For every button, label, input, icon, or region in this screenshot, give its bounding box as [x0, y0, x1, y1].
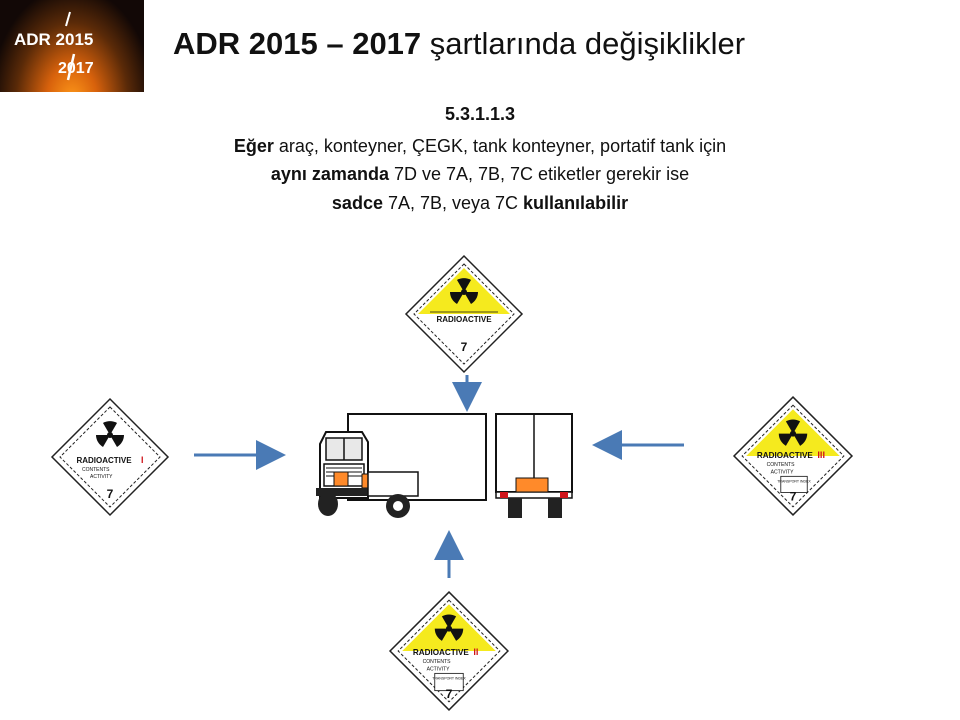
logo-text-years: ADR 2015	[14, 30, 94, 49]
logo-text-year-2017: 2017	[58, 60, 94, 77]
title-rest: şartlarında değişiklikler	[421, 26, 746, 61]
l1-rest: araç, konteyner, ÇEGK, tank konteyner, portatif tank için	[273, 136, 727, 156]
label-7c-activity: ACTIVITY	[770, 469, 794, 476]
label-7c-number: 7	[789, 489, 797, 504]
label-7b-text: RADIOACTIVE	[412, 648, 469, 658]
label-7b	[388, 590, 510, 712]
title-bold: ADR 2015 – 2017	[173, 26, 422, 61]
label-7a-text: RADIOACTIVE	[76, 456, 132, 465]
truck-front-wheel-1	[318, 492, 338, 516]
label-7a-contents: CONTENTS	[82, 467, 110, 473]
l3-mid: 7A, 7B, veya 7C	[382, 193, 524, 213]
label-7c-index: TRANSPORT INDEX	[777, 479, 811, 484]
label-7c-bars: III	[817, 450, 826, 461]
paragraph-line-3	[0, 193, 960, 214]
label-7d-text: RADIOACTIVE	[436, 315, 492, 324]
label-7b-bars: II	[473, 647, 479, 658]
truck-illustration	[312, 408, 580, 526]
page-title	[173, 26, 745, 62]
section-number: 5.3.1.1.3	[444, 104, 516, 124]
l2-bold: aynı zamanda	[270, 164, 389, 184]
label-7a-activity: ACTIVITY	[90, 474, 113, 480]
label-7c-contents: CONTENTS	[766, 462, 795, 469]
label-7a-number: 7	[106, 487, 114, 501]
label-7d-number: 7	[460, 340, 468, 354]
label-7b-number: 7	[445, 686, 453, 701]
label-7b-activity: ACTIVITY	[426, 666, 450, 673]
truck-rear-plate	[516, 478, 548, 492]
l3-bold-1: sadce	[331, 193, 383, 213]
label-7b-contents: CONTENTS	[422, 659, 451, 666]
paragraph-line-2	[0, 164, 960, 185]
paragraph-line-1	[0, 136, 960, 157]
label-7a-bars: I	[141, 455, 144, 465]
truck-front-plate-left	[334, 472, 348, 486]
label-7a	[50, 397, 170, 517]
l2-rest: 7D ve 7A, 7B, 7C etiketler gerekir ise	[388, 164, 690, 184]
label-7c-text: RADIOACTIVE	[756, 451, 813, 461]
l1-bold: Eğer	[233, 136, 274, 156]
adr-logo	[0, 0, 144, 92]
label-7b-index: TRANSPORT INDEX	[432, 676, 466, 681]
label-7c	[732, 395, 854, 517]
l3-bold-2: kullanılabilir	[523, 193, 629, 213]
label-7d	[404, 254, 524, 374]
